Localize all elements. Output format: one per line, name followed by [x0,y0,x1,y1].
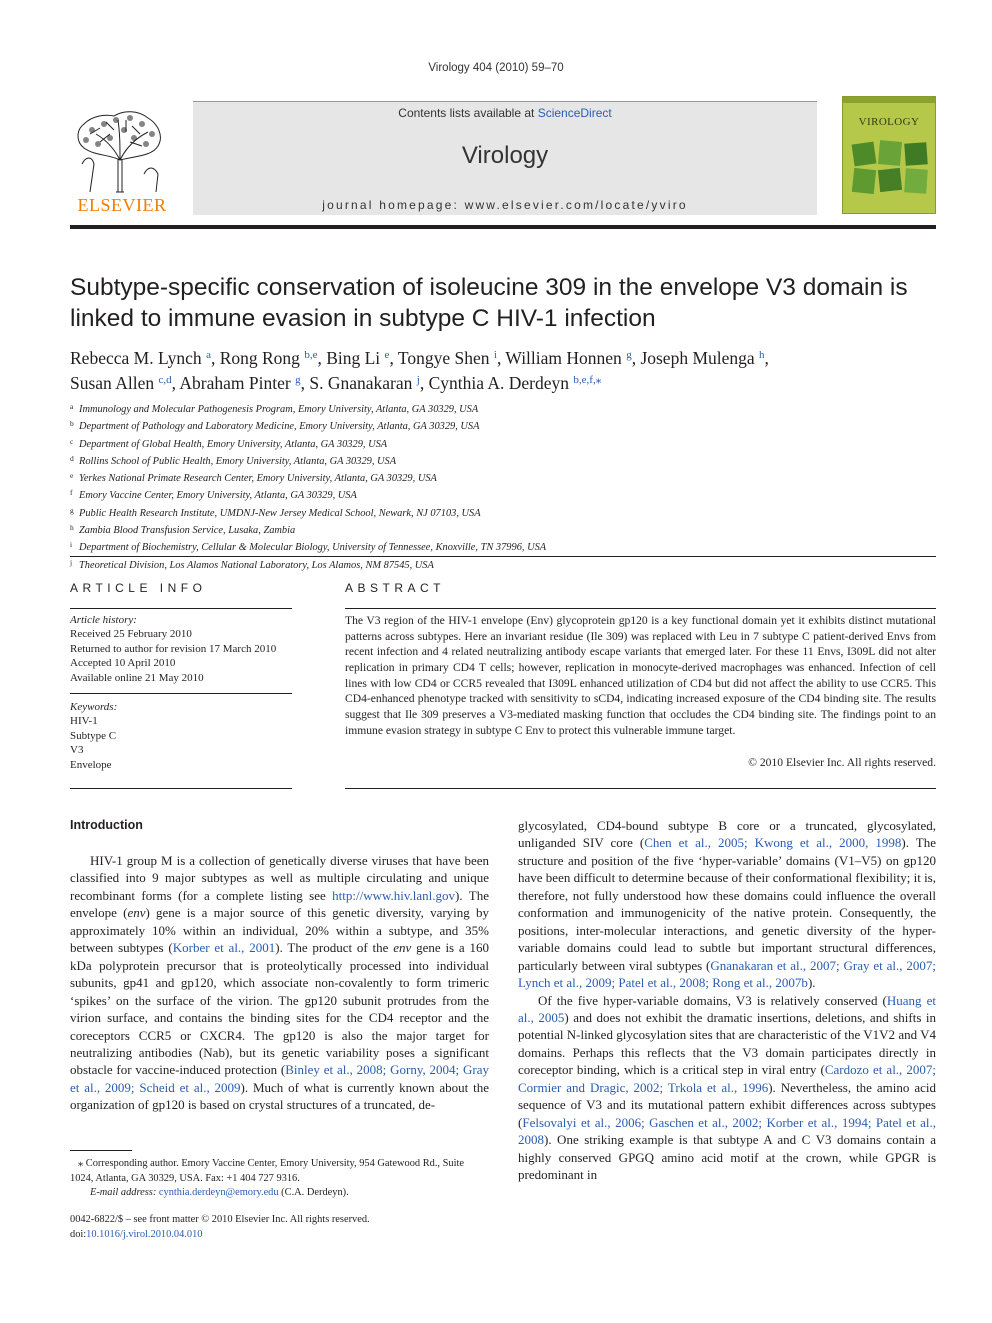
article-title: Subtype-specific conservation of isoleucine 309 in the envelope V3 domain is linked to immune evasion in subtype C HIV-1 infection [70,274,908,332]
reference-link[interactable]: Cardozo et al., 2007; Cormier and Dragic, 2002; Trkola et al., 1996 [518,1062,936,1095]
contents-availability [193,106,817,120]
author-name: Cynthia A. Derdeyn [428,373,570,393]
reference-link[interactable]: Korber et al., 2001 [172,940,276,956]
email-suffix: (C.A. Derdeyn). [278,1187,349,1198]
corresponding-author-text: ⁎ Corresponding author. Emory Vaccine Center, Emory University, 954 Gatewood Rd., Suite 1024, Atlanta, GA 30329, USA. Fax: +1 404 727 9316. [70,1158,464,1184]
intro-paragraph: HIV-1 group M is a collection of genetically diverse viruses that have been classified into 9 major subtypes as well as multiple circulating and unique recombinant forms (for a complete listing see http://www.hiv.lanl.gov). The envelope (env) gene is a major source of this genetic diversity, varying by approximately 10% within an individual, 20% within a subtype, and 35% between subtypes (Korber et al., 2001). The product of the env gene is a 160 kDa polyprotein precursor that is proteolytically processed into individual subunits, gp41 and gp120, which associate non-covalently to form trimeric ‘spikes’ on the surface of the virion. The gp120 subunit protrudes from the virion surface, and contains the binding sites for the CD4 receptor and the coreceptors CCR5 or CXCR4. The gp120 is also the major target for neutralizing antibodies (Nab), but its genetic variability poses a significant obstacle for vaccine-induced protection (Binley et al., 2008; Gorny, 2004; Gray et al., 2009; Scheid et al., 2009). Much of what is currently known about the organization of gp120 is based on crystal structures of a truncated, de- [70,853,490,1113]
author-affiliation-marker[interactable]: b,e [304,349,318,361]
author-name: Tongye Shen [397,348,490,368]
author-name: Abraham Pinter [179,373,291,393]
affiliation-item: $^b$ Department of Pathology and Laboratory Medicine, Emory University, Atlanta, GA 30329, USA [70,419,480,433]
affiliation-item: $^e$ Yerkes National Primate Research Center, Emory University, Atlanta, GA 30329, USA [70,471,437,485]
lanl-link[interactable]: http://www.hiv.lanl.gov [332,887,456,903]
intro-paragraph-continued: glycosylated, CD4-bound subtype B core or a truncated, glycosylated, unliganded SIV core (Chen et al., 2005; Kwong et al., 2000, 1998). The structure and position of the five ‘hyper-variable’ domains (V1–V5) on gp120 have been difficult to determine because of their conformational flexibility; it is, therefore, not fully understood how these domains could influence the overall conformation and immunogenicity of the native protein. Consequently, the positions, inter-molecular interactions, and genetic diversity of the hyper-variable domains could lead to subtle but important structural differences, particularly between viral subtypes (Gnanakaran et al., 2007; Gray et al., 2007; Lynch et al., 2009; Patel et al., 2008; Rong et al., 2007b). [518,818,936,991]
journal-homepage[interactable]: journal homepage: www.elsevier.com/locate/yviro [322,198,688,212]
keyword-item: HIV-1 [70,715,98,728]
header-rule [70,225,936,229]
article-info-rule [70,608,292,609]
history-item: Received 25 February 2010 [70,628,192,641]
affiliation-item: $^a$ Immunology and Molecular Pathogenesis Program, Emory University, Atlanta, GA 30329, USA [70,402,479,415]
reference-link[interactable]: Felsovalyi et al., 2006; Gaschen et al., 2002; Korber et al., 1994; Patel et al., 2008 [518,1114,936,1148]
issn-doi-block [70,1213,489,1242]
abstract-bottom-rule [345,788,936,789]
history-item: Available online 21 May 2010 [70,671,204,684]
footnote-rule [70,1150,132,1151]
reference-link[interactable]: Gnanakaran et al., 2007; Gray et al., 2007; Lynch et al., 2009; Patel et al., 2008; Rong et al., 2007b [518,957,936,991]
doi-label: doi: [70,1228,87,1240]
affiliation-item: $^j$ Theoretical Division, Los Alamos National Laboratory, Los Alamos, NM 87545, USA [70,557,434,571]
email-label: E-mail address: [90,1187,159,1198]
journal-cover-image [842,96,936,214]
journal-name: Virology [461,142,549,169]
author-affiliation-marker[interactable]: j [416,374,420,386]
abstract-copyright: © 2010 Elsevier Inc. All rights reserved. [748,756,936,769]
author-affiliation-marker[interactable]: g [626,349,632,361]
introduction-heading: Introduction [70,818,143,832]
reference-link[interactable]: Binley et al., 2008; Gorny, 2004; Gray et al., 2009; Scheid et al., 2009 [70,1062,489,1095]
author-name: William Honnen [505,348,622,368]
history-label: Article history: [70,614,137,626]
affiliation-rule [70,556,936,557]
history-rule [70,693,292,694]
history-item: Accepted 10 April 2010 [70,657,176,670]
author-affiliation-marker[interactable]: a [206,349,211,361]
affiliation-item: $^i$ Department of Biochemistry, Cellular & Molecular Biology, University of Tennessee, Knoxville, TN 37996, USA [70,540,547,554]
email-link[interactable]: cynthia.derdeyn@emory.edu [158,1187,279,1198]
keywords [70,700,292,772]
author-affiliation-marker[interactable]: c,d [158,374,172,386]
author-list: Rebecca M. Lynch $^a$, Rong Rong $^{b,e}$, Bing Li $^e$, Tongye Shen $^i$, William Honnen $^g$, Joseph Mulenga $^h$, Susan Allen $^{c,d}$, Abraham Pinter $^g$, S. Gnanakaran $^j$, Cynthia A. Derdeyn $^{b,e,f,⁎}$ [70,348,769,393]
corresponding-author-footnote [70,1157,489,1201]
sciencedirect-link[interactable]: ScienceDirect [537,106,612,120]
doi-link[interactable]: 10.1016/j.virol.2010.04.010 [86,1228,203,1240]
author-affiliation-marker[interactable]: i [493,349,497,361]
affiliation-item: $^g$ Public Health Research Institute, UMDNJ-New Jersey Medical School, Newark, NJ 07103, USA [70,505,481,519]
keywords-rule [70,788,292,789]
history-item: Returned to author for revision 17 March 2010 [70,642,277,655]
body-column-right [518,817,936,1184]
publisher-logo-text: ELSEVIER [77,195,167,215]
article-info-heading: ARTICLE INFO [70,581,207,595]
body-column-left [70,852,489,1114]
author-affiliation-marker[interactable]: b,e,f,⁎ [573,374,602,386]
reference-link[interactable]: Chen et al., 2005; Kwong et al., 2000, 1998 [644,835,902,851]
journal-citation: Virology 404 (2010) 59–70 [428,62,564,74]
author-name: Rong Rong [219,348,300,368]
author-name: Susan Allen [70,373,155,393]
issn-line: 0042-6822/$ – see front matter © 2010 Elsevier Inc. All rights reserved. [70,1214,370,1225]
abstract-heading: ABSTRACT [345,581,446,595]
author-name: Joseph Mulenga [640,348,755,368]
affiliation-item: $^d$ Rollins School of Public Health, Emory University, Atlanta, GA 30329, USA [70,453,397,467]
article-history [70,613,292,685]
keywords-label: Keywords: [70,701,118,713]
author-name: Rebecca M. Lynch [70,348,202,368]
affiliation-item: $^h$ Zambia Blood Transfusion Service, Lusaka, Zambia [70,523,296,537]
contents-prefix: Contents lists available at [398,106,538,120]
affiliation-item: $^f$ Emory Vaccine Center, Emory University, Atlanta, GA 30329, USA [70,488,357,502]
keyword-item: Envelope [70,758,112,771]
author-name: Bing Li [326,348,381,368]
author-affiliation-marker[interactable]: h [759,349,765,361]
abstract-rule [345,608,936,609]
intro-paragraph: Of the five hyper-variable domains, V3 is relatively conserved (Huang et al., 2005) and does not exhibit the dramatic insertions, deletions, and shifts in potential N-linked glycosylation sites that are characteristic of the V1V2 and V4 domains. Perhaps this reflects that the V3 domain participates directly in coreceptor binding, which is a critical step in viral entry (Cardozo et al., 2007; Cormier and Dragic, 2002; Trkola et al., 1996). Nevertheless, the amino acid sequence of V3 and its mutational pattern exhibit differences across subtypes (Felsovalyi et al., 2006; Gaschen et al., 2002; Korber et al., 1994; Patel et al., 2008). One striking example is that subtype A and C V3 domains contain a highly conserved GPGQ amino acid motif at the crown, while GPGR is predominant in [518,992,936,1183]
author-name: S. Gnanakaran [309,373,413,393]
author-affiliation-marker[interactable]: e [384,349,390,361]
reference-link[interactable]: Huang et al., 2005 [518,992,936,1025]
author-affiliation-marker[interactable]: g [295,374,301,386]
abstract-text: The V3 region of the HIV-1 envelope (Env) glycoprotein gp120 is a key functional domain yet it exhibits distinct mutational patterns across subtypes. Here an invariant residue (Ile 309) was replaced with Leu in 7 subtype C patient-derived Envs from recent infection and 4 related neutralizing antibody escape variants that emerged later. For these 11 Envs, I309L did not alter replication in primary CD4 T cells; however, replication in monocyte-derived macrophages was enhanced. Infection of cell lines with low CD4 or CCR5 revealed that I309L enhanced utilization of CD4 but did not affect the ability to use CCR5. This CD4-enhanced phenotype tracked with sensitivity to sCD4, indicating increased exposure of the CD4 binding site. The results suggest that Ile 309 preserves a V3-mediated masking function that occludes the CD4 binding site. The findings point to an immune evasion strategy in subtype C Env to protect this vulnerable immune target. [345,614,936,737]
keyword-item: V3 [70,744,84,757]
affiliation-item: $^c$ Department of Global Health, Emory University, Atlanta, GA 30329, USA [70,436,388,450]
cover-title: VIROLOGY [858,116,920,128]
affiliation-list [70,400,940,573]
keyword-item: Subtype C [70,729,117,742]
